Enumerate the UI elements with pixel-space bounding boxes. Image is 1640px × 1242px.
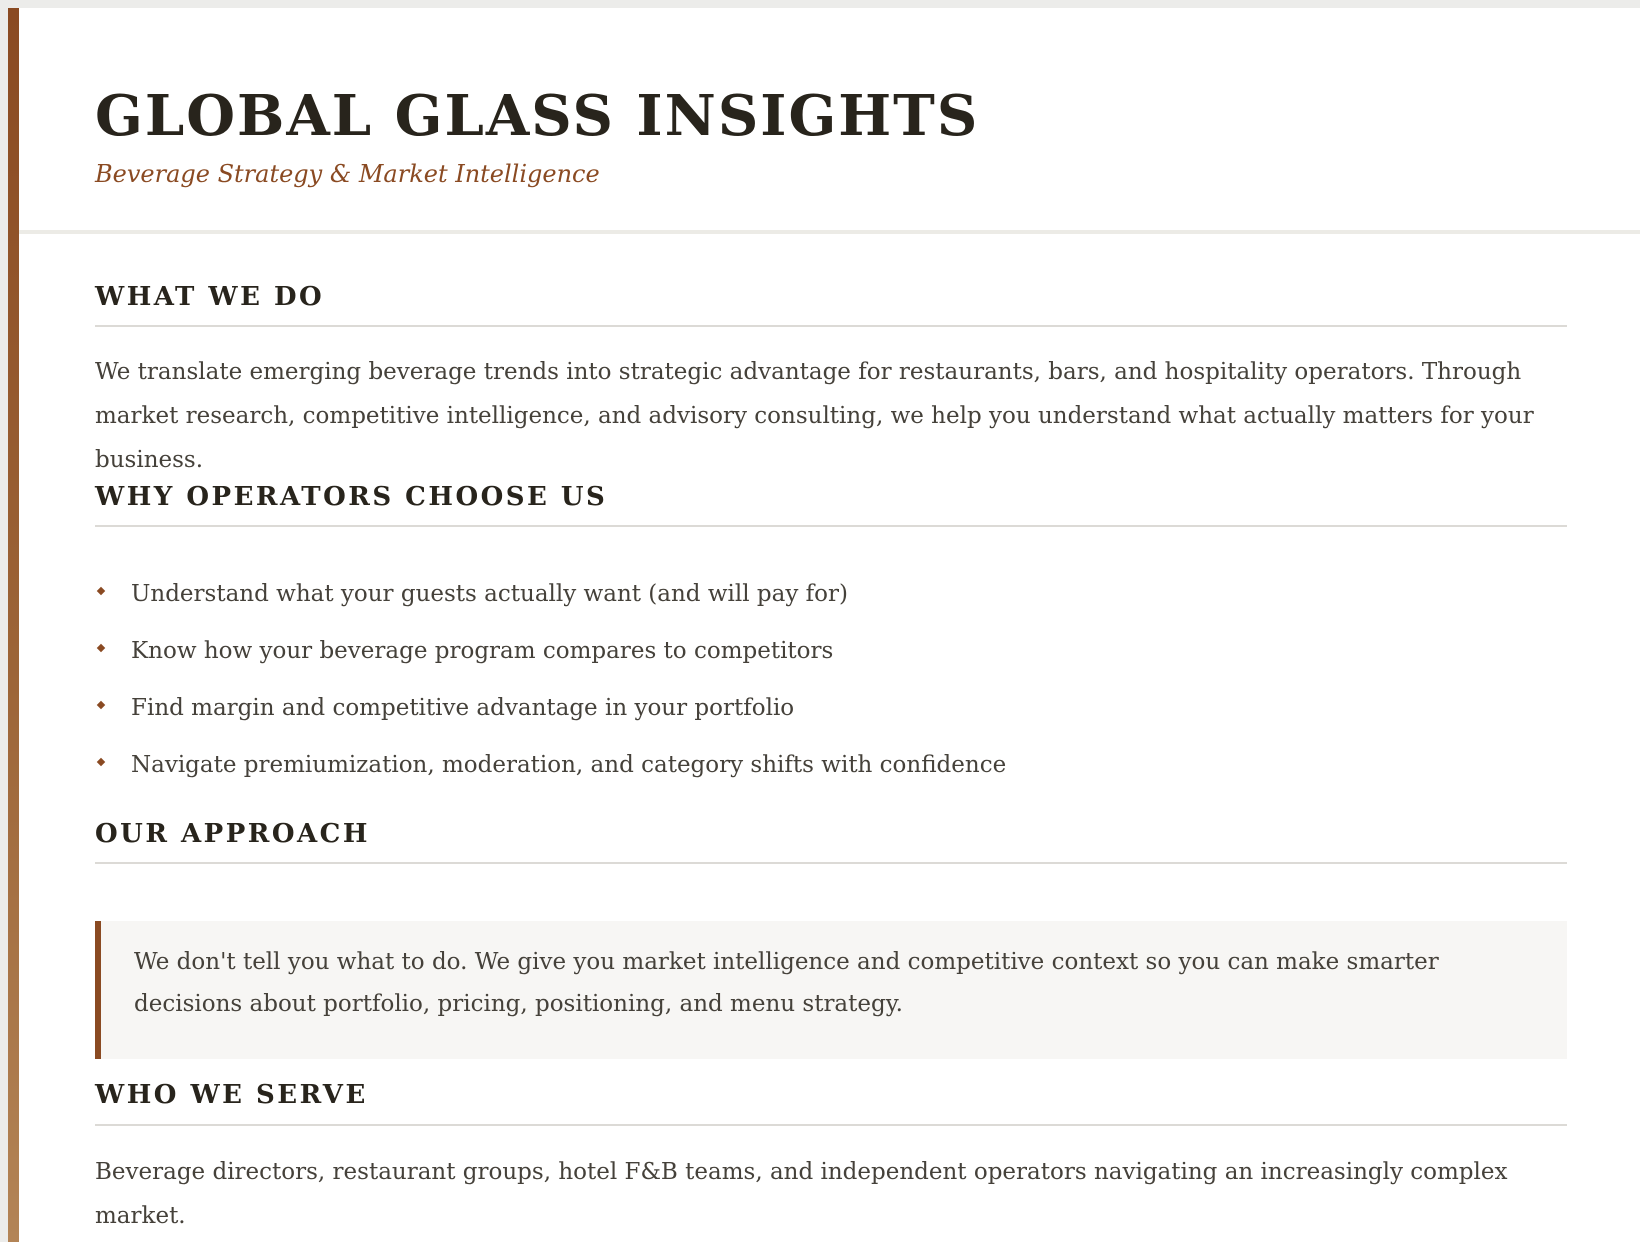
approach-callout [95, 921, 1567, 1059]
section-divider [95, 862, 1567, 864]
what-we-do-text: We translate emerging beverage trends into strategic advantage for restaurants, bars, and hospitality operators. Through market research, competitive intelligence, and advisory consulting, we help you understand what actually matters for your business. [95, 359, 1534, 473]
diamond-bullet-icon [97, 644, 105, 652]
diamond-bullet-icon [97, 701, 105, 709]
left-accent-bar [8, 8, 19, 1242]
section-heading-our-approach: OUR APPROACH [95, 819, 370, 849]
diamond-bullet-icon [97, 758, 105, 766]
approach-quote: We don't tell you what to do. We give you market intelligence and competitive context so you can make smarter decisions about portfolio, pricing, positioning, and menu strategy. [134, 949, 1439, 1017]
list-item-text: Understand what your guests actually want (and will pay for) [131, 581, 848, 607]
list-item-text: Find margin and competitive advantage in your portfolio [131, 695, 795, 721]
who-we-serve-text: Beverage directors, restaurant groups, hotel F&B teams, and independent operators navigating an increasingly complex market. [95, 1159, 1508, 1229]
section-heading-what-we-do: WHAT WE DO [95, 282, 325, 312]
site-header [19, 8, 1640, 234]
section-heading-why-choose-us: WHY OPERATORS CHOOSE US [95, 482, 608, 512]
list-item-text: Know how your beverage program compares to competitors [131, 638, 834, 664]
diamond-bullet-icon [97, 587, 105, 595]
list-item-text: Navigate premiumization, moderation, and category shifts with confidence [131, 752, 1007, 778]
site-title: GLOBAL GLASS INSIGHTS [95, 83, 980, 149]
section-divider [95, 525, 1567, 527]
page [8, 8, 1640, 1242]
site-tagline: Beverage Strategy & Market Intelligence [95, 160, 600, 188]
section-divider [95, 325, 1567, 327]
section-divider [95, 1124, 1567, 1126]
section-heading-who-we-serve: WHO WE SERVE [95, 1080, 368, 1110]
